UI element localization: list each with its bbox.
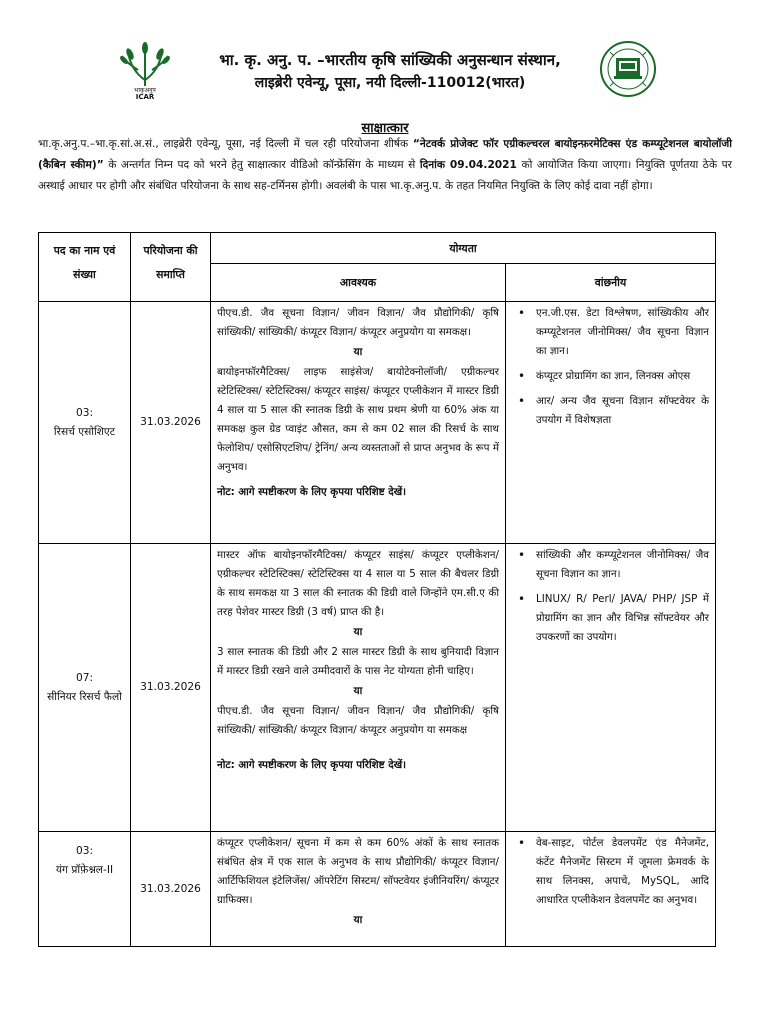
institute-name: भा. कृ. अनु. प. –भारतीय कृषि सांख्यिकी अनुसन्धान संस्थान, [219, 51, 561, 69]
interview-date: दिनांक 09.04.2021 [419, 159, 517, 171]
intro-text-2: के अन्तर्गत निम्न पद को भरने हेतु साक्षात्कार वीडिओ कॉन्फ्रेंसिंग के माध्यम से [103, 159, 420, 171]
desirable-cell [506, 832, 716, 947]
institute-address: लाइब्रेरी एवेन्यू, पूसा, नयी दिल्ली-110012(भारत) [254, 75, 526, 91]
end-date-cell: 31.03.2026 [131, 544, 211, 832]
or-separator: या [353, 914, 363, 926]
post-cell [39, 544, 131, 832]
list-item: • एन.जी.एस. डेटा विश्लेषण, सांख्यिकीय और कम्प्यूटेशनल जीनोमिक्स/ जैव सूचना विज्ञान का ज्ञान। [510, 304, 709, 361]
col-header-completion: परियोजना की समाप्ति [131, 233, 211, 302]
desirable-cell [506, 544, 716, 832]
essential-cell [211, 302, 506, 544]
table-row [39, 544, 716, 832]
post-cell [39, 832, 131, 947]
essential-text: मास्टर ऑफ बायोइनफॉरमैटिक्स/ कंप्यूटर साइंस/ कंप्यूटर एप्लीकेशन/ एग्रीकल्चर स्टेटिस्टिक्स/ स्टेटिस्टिक्स या 4 साल या 5 साल की बैचलर डिग्री के साथ समकक्ष या 3 साल की स्नातक की डिग्री वाले जिन्होंने एम.सी.ए की तरह पेशेवर मास्टर डिग्री (3 वर्ष) प्राप्त की है। [217, 549, 499, 618]
or-separator: या [353, 626, 363, 638]
essential-text: पीएच.डी. जैव सूचना विज्ञान/ जीवन विज्ञान/ जैव प्रौद्योगिकी/ कृषि सांख्यिकी/ सांख्यिकी/ कंप्यूटर विज्ञान/ कंप्यूटर अनुप्रयोग या समकक्ष। [217, 307, 499, 338]
list-item: • सांख्यिकी और कम्प्यूटेशनल जीनोमिक्स/ जैव सूचना विज्ञान का ज्ञान। [510, 546, 709, 584]
vacancy-table [38, 232, 716, 947]
table-header-row [39, 233, 716, 264]
post-name: रिसर्च एसोशिएट [53, 425, 116, 438]
end-date-cell: 31.03.2026 [131, 302, 211, 544]
table-row [39, 302, 716, 544]
post-count: 07: [75, 671, 94, 684]
list-item: • वेब-साइट, पोर्टल डेवलपमेंट एंड मैनेजमेंट, कंटेंट मैनेजमेंट सिस्टम में जूमला फ्रेमवर्क के साथ लिनक्स, अपाचे, MySQL, आदि आधारित एप्लीकेशन डेवलपमेंट का अनुभव। [510, 834, 709, 910]
notice-heading: साक्षात्कार [361, 121, 409, 136]
list-item: • LINUX/ R/ Perl/ JAVA/ PHP/ JSP में प्रोग्रामिंग का ज्ञान और विभिन्न सॉफ्टवेयर और उपकरणों का उपयोग। [510, 590, 709, 647]
post-cell [39, 302, 131, 544]
post-name: यंग प्रॉफ़ेश्नल-II [55, 864, 114, 876]
list-item: • आर/ अन्य जैव सूचना विज्ञान सॉफ्टवेयर के उपयोग में विशेषज्ञता [510, 392, 709, 430]
intro-text-1: भा.कृ.अनु.प.–भा.कृ.सां.अ.सं., लाइब्रेरी एवेन्यू, पूसा, नई दिल्ली में चल रही परियोजना शीर्षक [38, 138, 413, 150]
col-header-desirable: वांछनीय [506, 264, 716, 302]
note-text: नोट: आगे स्पष्टीकरण के लिए कृपया परिशिष्ट देखें। [217, 486, 407, 498]
essential-text: बायोइनफॉरमैटिक्स/ लाइफ साइंसेज/ बायोटेक्नोलॉजी/ एग्रीकल्चर स्टेटिस्टिक्स/ स्टेटिस्टिक्स/ कंप्यूटर साइंस/ कंप्यूटर एप्लीकेशन में मास्टर डिग्री 4 साल या 5 साल की स्नातक डिग्री के साथ प्रथम श्रेणी या 60% अंक या समकक्ष कुल ग्रेड प्वाइंट औसत, कम से कम 02 साल की रिसर्च के साथ फेलोशिप/ एसोसिएटशिप/ ट्रेनिंग/ अन्य व्यस्तताओं से प्राप्त अनुभव के रूप में अनुभव। [217, 366, 499, 473]
essential-text: 3 साल स्नातक की डिग्री और 2 साल मास्टर डिग्री के साथ बुनियादी विज्ञान में मास्टर डिग्री रखने वाले उम्मीदवारों के पास नेट योग्यता होनी चाहिए। [217, 646, 499, 677]
essential-text: पीएच.डी. जैव सूचना विज्ञान/ जीवन विज्ञान/ जैव प्रौद्योगिकी/ कृषि सांख्यिकी/ सांख्यिकी/ कंप्यूटर विज्ञान/ कंप्यूटर अनुप्रयोग या समकक्ष [217, 705, 499, 736]
note-text: नोट: आगे स्पष्टीकरण के लिए कृपया परिशिष्ट देखें। [217, 759, 407, 771]
project-title: “नेटवर्क प्रोजेक्ट फॉर एग्रीकल्चरल बायोइन्फ़रमेटिक्स एंड कम्प्यूटेशनल बायोलॉजी (कैबिन स्कीम)” [38, 138, 732, 171]
table-row [39, 832, 716, 947]
or-separator: या [353, 685, 363, 697]
notice-intro [38, 134, 732, 197]
list-item: • कंप्यूटर प्रोग्रामिंग का ज्ञान, लिनक्स ओएस [510, 367, 709, 386]
icar-logo [118, 40, 172, 100]
intro-text-3: को आयोजित किया जाएगा। नियुक्ति पूर्णतया ठेके पर अस्थाई आधार पर होगी और संबंधित परियोजना के साथ सह-टर्मिनस होगी। अवलंबी के पास भा.कृ.अनु.प. के तहत नियमित नियुक्ति के लिए कोई दावा नहीं होगा। [38, 159, 732, 192]
essential-cell [211, 544, 506, 832]
desirable-cell [506, 302, 716, 544]
icar-logo-hindi: भाकृअनुप [134, 87, 156, 94]
col-header-qualification: योग्यता [211, 233, 716, 264]
icar-logo-caption: ICAR [135, 93, 155, 100]
post-name: सीनियर रिसर्च फैलो [47, 690, 122, 703]
essential-cell [211, 832, 506, 947]
col-header-post: पद का नाम एवं संख्या [39, 233, 131, 302]
or-separator: या [353, 346, 363, 358]
essential-text: कंप्यूटर एप्लीकेशन/ सूचना में कम से कम 60% अंकों के साथ स्नातक संबंधित क्षेत्र में एक साल के अनुभव के साथ प्रौद्योगिकी/ कंप्यूटर विज्ञान/ आर्टिफिशियल इंटेलिजेंस/ ऑपरेटिंग सिस्टम/ सॉफ्टवेयर इंजीनियरिंग/ कंप्यूटर ग्राफिक्स। [217, 837, 499, 906]
end-date-cell: 31.03.2026 [131, 832, 211, 947]
col-header-essential: आवश्यक [211, 264, 506, 302]
post-count: 03: [75, 406, 94, 419]
post-count: 03: [75, 845, 94, 857]
iasri-logo [598, 40, 658, 98]
